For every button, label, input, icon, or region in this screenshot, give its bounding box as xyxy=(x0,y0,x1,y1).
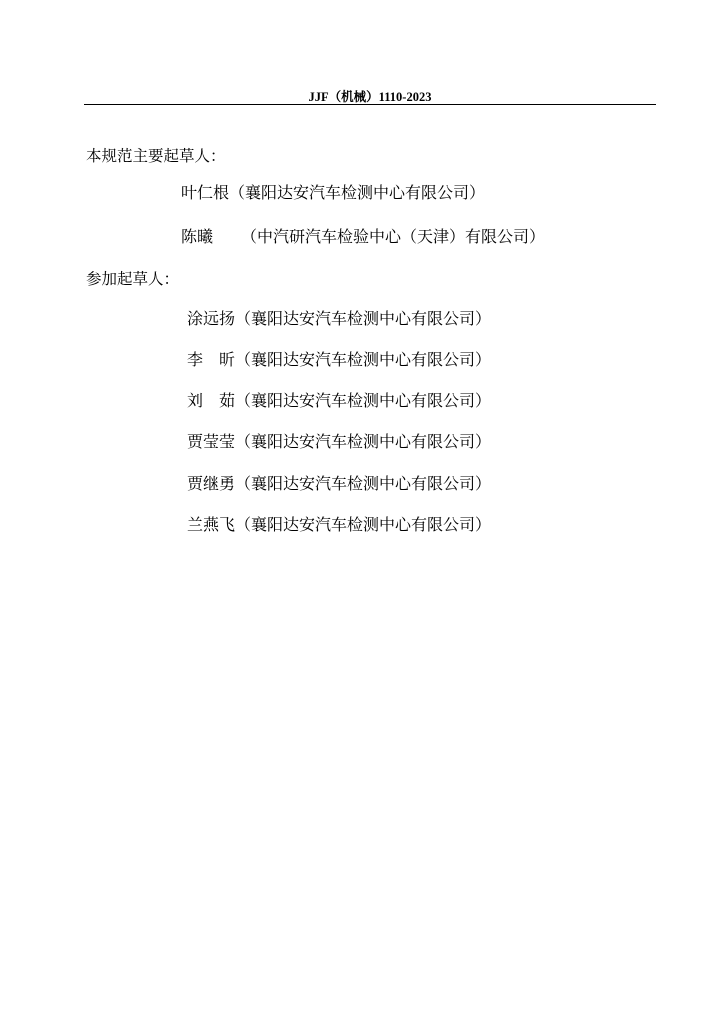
drafter-organization: （襄阳达安汽车检测中心有限公司） xyxy=(235,432,492,451)
participating-drafter-entry xyxy=(187,514,491,536)
drafter-name: 李 昕 xyxy=(187,350,236,369)
participating-drafter-entry xyxy=(187,308,491,330)
drafter-name: 刘 茹 xyxy=(187,391,236,410)
drafter-name: 涂远扬 xyxy=(187,309,236,328)
drafter-organization: （中汽研汽车检验中心（天津）有限公司） xyxy=(241,227,546,246)
drafter-organization: （襄阳达安汽车检测中心有限公司） xyxy=(235,391,492,410)
drafter-organization: （襄阳达安汽车检测中心有限公司） xyxy=(235,515,492,534)
drafter-name: 贾莹莹 xyxy=(187,432,236,451)
drafter-name: 叶仁根 xyxy=(181,183,230,202)
drafter-organization: （襄阳达安汽车检测中心有限公司） xyxy=(229,183,486,202)
header-divider xyxy=(84,104,656,105)
drafter-name: 贾继勇 xyxy=(187,474,236,493)
drafter-name: 兰燕飞 xyxy=(187,515,236,534)
participating-drafters-title: 参加起草人： xyxy=(86,270,180,288)
participating-drafter-entry xyxy=(187,349,491,371)
participating-drafter-entry xyxy=(187,390,491,412)
participating-drafter-entry xyxy=(187,473,491,495)
participating-drafter-entry xyxy=(187,431,491,453)
document-code-header: JJF（机械）1110-2023 xyxy=(308,90,432,104)
drafter-organization: （襄阳达安汽车检测中心有限公司） xyxy=(235,309,492,328)
main-drafters-title: 本规范主要起草人： xyxy=(86,147,226,165)
drafter-organization: （襄阳达安汽车检测中心有限公司） xyxy=(235,474,492,493)
drafter-name: 陈曦 xyxy=(181,227,214,246)
drafter-organization: （襄阳达安汽车检测中心有限公司） xyxy=(235,350,492,369)
main-drafter-entry xyxy=(181,226,545,248)
main-drafter-entry xyxy=(181,182,485,204)
